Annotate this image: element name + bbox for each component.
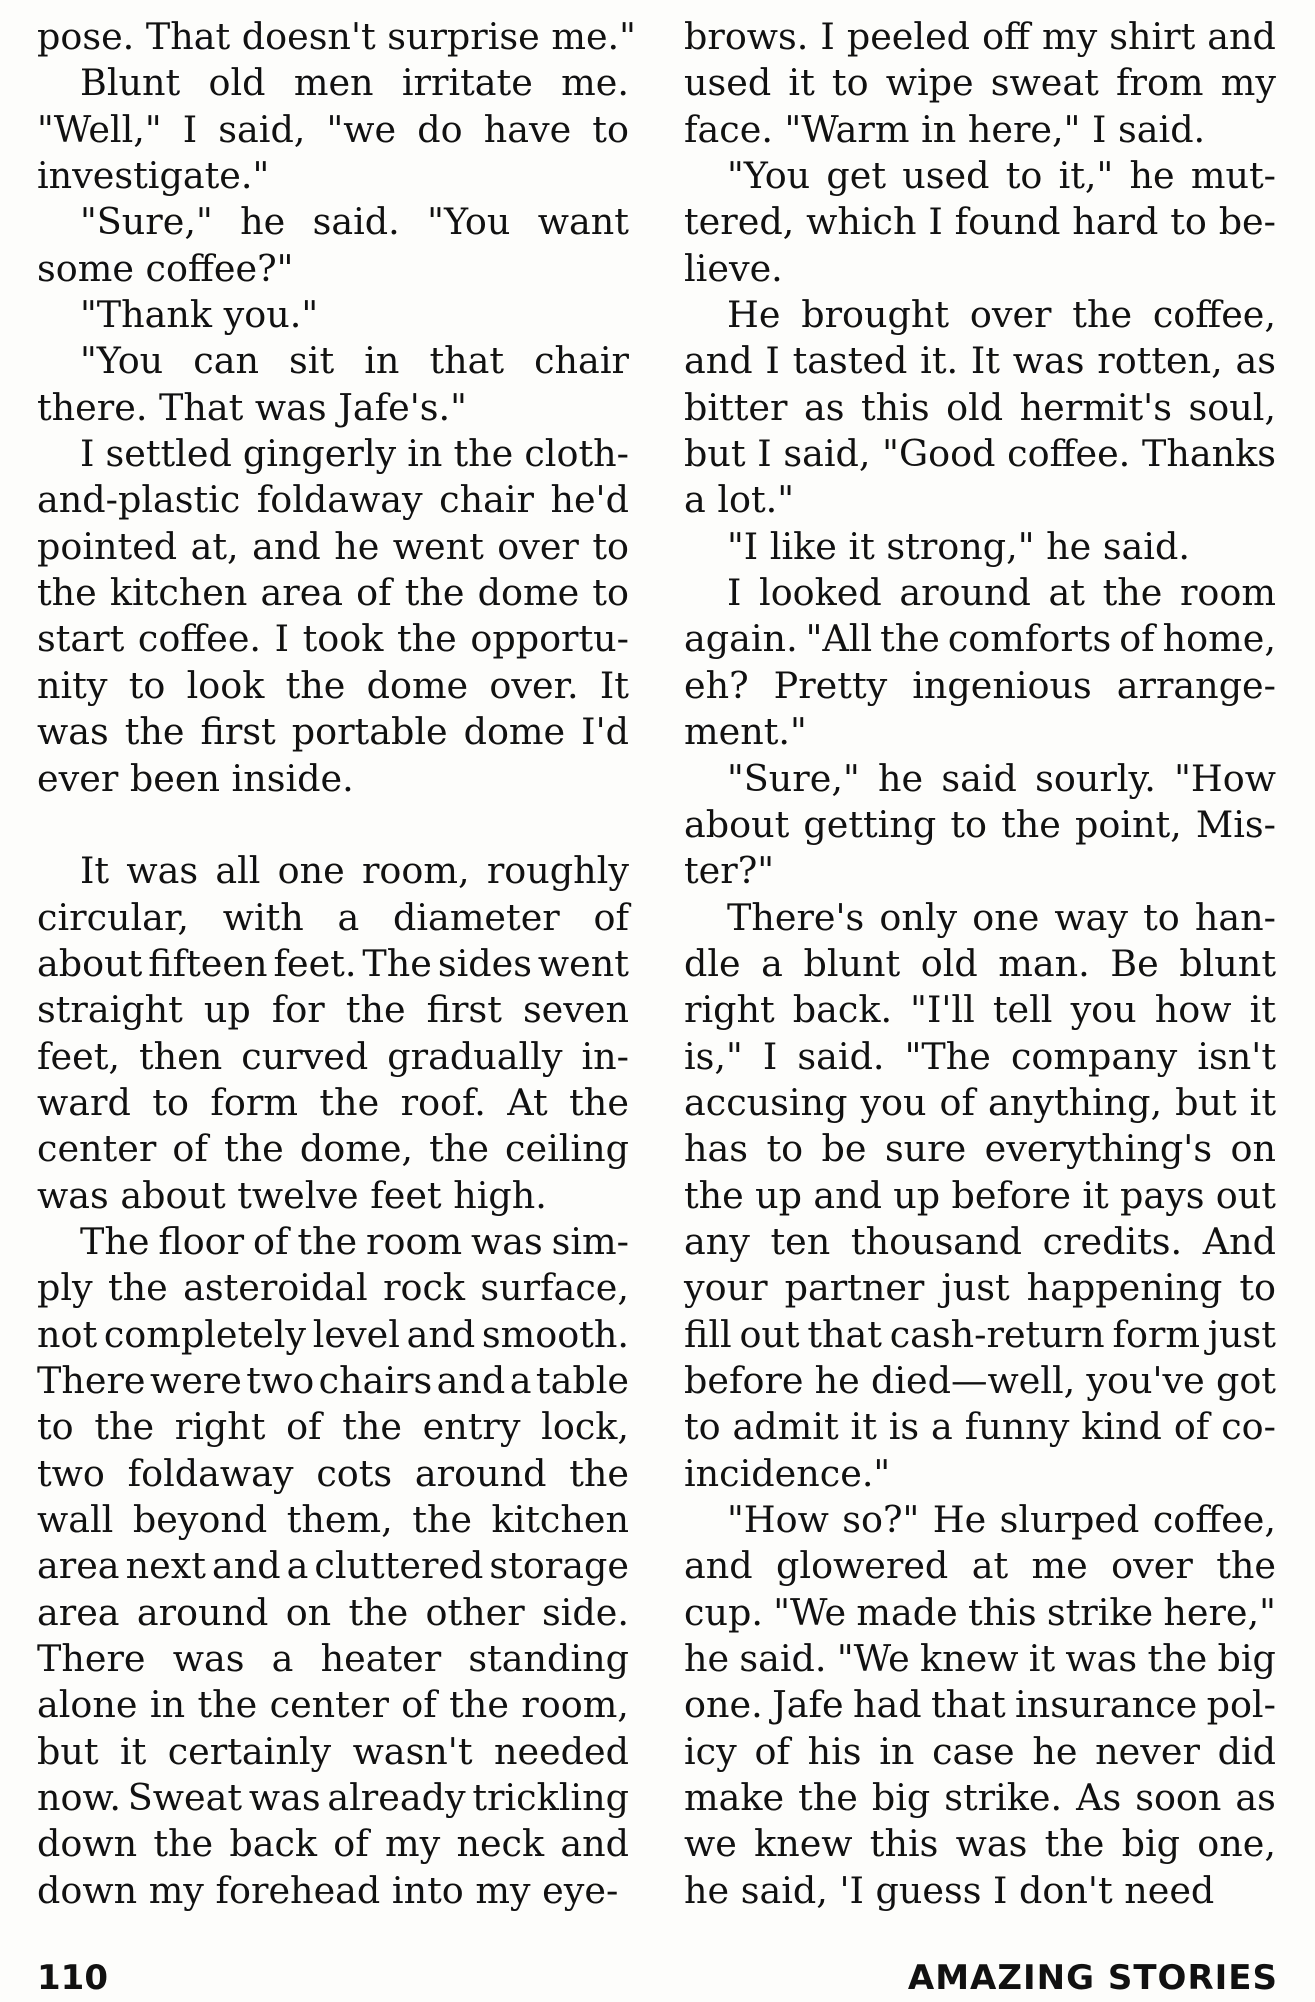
text-line: The floor of the room was sim- (80, 1219, 629, 1263)
text-line: your partner just happening to (684, 1266, 1276, 1310)
text-line: "You can sit in that chair (80, 339, 629, 383)
text-line: There's only one way to han- (727, 895, 1276, 939)
text-column-right (684, 14, 1276, 1914)
text-line: used it to wipe sweat from my (684, 61, 1276, 105)
text-line: wall beyond them, the kitchen (37, 1498, 629, 1541)
text-line: one. Jafe had that insurance pol- (684, 1683, 1276, 1727)
text-line: and I tasted it. It was rotten, as (684, 339, 1276, 383)
text-line: nity to look the dome over. It (37, 663, 629, 707)
text-line: feet, then curved gradually in- (37, 1034, 629, 1078)
text-line: not completely level and smooth. (37, 1312, 629, 1356)
magazine-title: AMAZING STORIES (907, 1958, 1278, 1998)
text-line: there. That was Jafe's." (37, 385, 467, 429)
text-line: face. "Warm in here," I said. (684, 107, 1206, 151)
text-line: ever been inside. (37, 756, 354, 800)
text-line: "You get used to it," he mut- (727, 154, 1276, 198)
text-line: about fifteen feet. The sides went (37, 941, 629, 985)
text-line: but it certainly wasn't needed (37, 1729, 629, 1773)
text-line: bitter as this old hermit's soul, (684, 385, 1276, 429)
text-line: has to be sure everything's on (684, 1127, 1276, 1171)
text-line: brows. I peeled off my shirt and (684, 15, 1276, 58)
text-line: any ten thousand credits. And (684, 1219, 1276, 1263)
text-line: was about twelve feet high. (37, 1173, 547, 1217)
text-line: pose. That doesn't surprise me." (37, 15, 636, 58)
text-line: I settled gingerly in the cloth- (80, 432, 629, 476)
paragraph-break (37, 802, 629, 848)
text-line: eh? Pretty ingenious arrange- (684, 663, 1276, 707)
text-line: before he died—well, you've got (684, 1358, 1276, 1402)
text-line: "I like it strong," he said. (727, 524, 1190, 568)
text-line: and glowered at me over the (684, 1544, 1276, 1588)
text-line: down the back of my neck and (37, 1822, 629, 1866)
text-line: pointed at, and he went over to (37, 524, 629, 568)
text-column-left (37, 14, 636, 1914)
text-line: area around on the other side. (37, 1590, 629, 1634)
text-line: alone in the center of the room, (37, 1683, 629, 1727)
text-line: Blunt old men irritate me. (80, 61, 629, 105)
text-line: but I said, "Good coffee. Thanks (684, 432, 1276, 476)
text-line: accusing you of anything, but it (684, 1080, 1276, 1124)
text-line: to the right of the entry lock, (37, 1405, 629, 1449)
text-line: a lot." (684, 478, 795, 522)
text-line: right back. "I'll tell you how it (684, 988, 1276, 1032)
text-line: investigate." (37, 154, 270, 198)
text-line: cup. "We made this strike here," (684, 1590, 1276, 1634)
text-line: was the first portable dome I'd (37, 710, 629, 754)
text-line: is," I said. "The company isn't (684, 1034, 1276, 1078)
text-line: and-plastic foldaway chair he'd (37, 478, 629, 522)
text-line: again. "All the comforts of home, (684, 617, 1276, 661)
text-line: ment." (684, 710, 807, 754)
text-line: circular, with a diameter of (37, 895, 629, 939)
text-line: to admit it is a funny kind of co- (684, 1405, 1276, 1449)
text-line: make the big strike. As soon as (684, 1776, 1276, 1820)
text-line: ply the asteroidal rock surface, (37, 1266, 629, 1310)
text-line: "Sure," he said. "You want (80, 200, 629, 244)
text-line: the up and up before it pays out (684, 1173, 1276, 1217)
text-line: I looked around at the room (727, 571, 1276, 615)
text-line: There were two chairs and a table (37, 1358, 629, 1402)
text-line: He brought over the coffee, (727, 293, 1276, 337)
text-line: the kitchen area of the dome to (37, 571, 629, 615)
text-line: "Well," I said, "we do have to (37, 107, 629, 151)
text-line: It was all one room, roughly (80, 849, 629, 893)
text-line: ward to form the roof. At the (37, 1080, 629, 1124)
text-line: dle a blunt old man. Be blunt (684, 941, 1276, 985)
text-line: two foldaway cots around the (37, 1451, 629, 1495)
text-line: straight up for the first seven (37, 988, 629, 1032)
text-line: down my forehead into my eye- (37, 1868, 619, 1912)
text-line: about getting to the point, Mis- (684, 802, 1276, 846)
text-line: ter?" (684, 849, 775, 893)
text-line: "How so?" He slurped coffee, (727, 1498, 1276, 1541)
text-line: we knew this was the big one, (684, 1822, 1276, 1866)
text-line: There was a heater standing (37, 1637, 629, 1681)
text-line: some coffee?" (37, 246, 294, 290)
text-line: center of the dome, the ceiling (37, 1127, 629, 1171)
text-line: fill out that cash-return form just (684, 1312, 1276, 1356)
text-line: start coffee. I took the opportu- (37, 617, 629, 661)
text-line: incidence." (684, 1451, 891, 1495)
text-line: now. Sweat was already trickling (37, 1776, 629, 1820)
text-line: lieve. (684, 246, 783, 290)
text-line: "Sure," he said sourly. "How (727, 756, 1276, 800)
text-line: he said. "We knew it was the big (684, 1637, 1276, 1681)
text-line: tered, which I found hard to be- (684, 200, 1276, 244)
text-line: icy of his in case he never did (684, 1729, 1276, 1773)
text-line: he said, 'I guess I don't need (684, 1868, 1215, 1912)
page-number: 110 (37, 1958, 108, 1998)
text-line: area next and a cluttered storage (37, 1544, 629, 1588)
text-line: "Thank you." (80, 293, 319, 337)
